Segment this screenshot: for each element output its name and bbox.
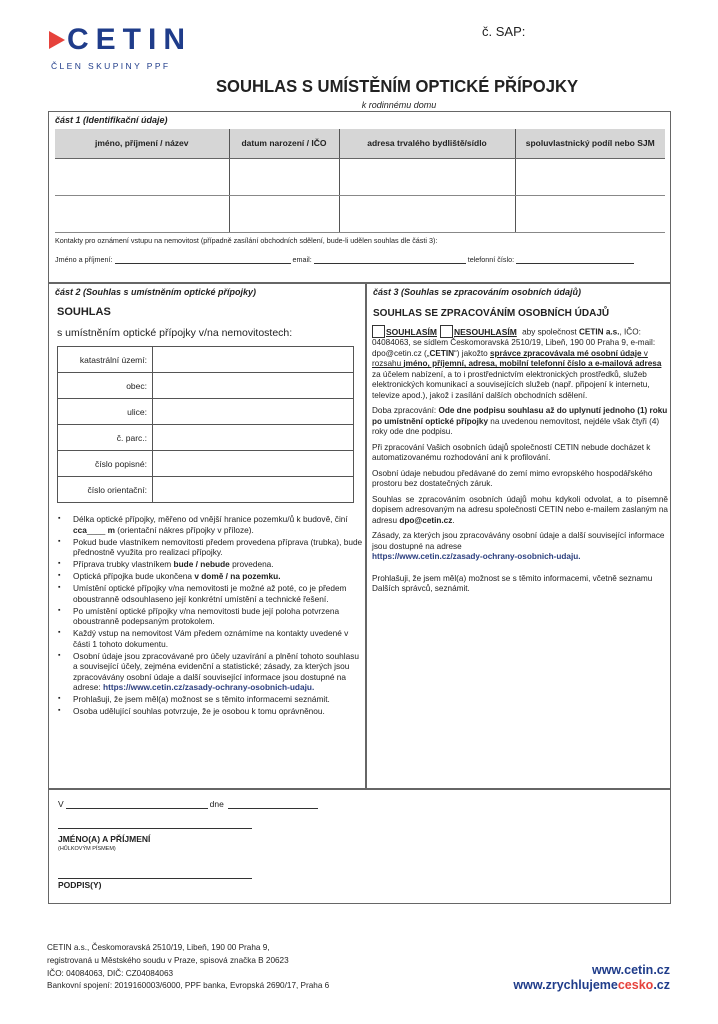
dpo-email-link[interactable]: dpo@cetin.cz (399, 515, 453, 525)
share-cell[interactable] (515, 158, 665, 195)
part3-heading: SOUHLAS SE ZPRACOVÁNÍM OSOBNÍCH ÚDAJŮ (373, 308, 610, 319)
part2-heading: SOUHLAS (57, 306, 111, 318)
paragraph-text: Doba zpracování: (372, 406, 439, 415)
list-item: ▪ Pokud bude vlastníkem nemovitosti předem provedena příprava (trubka), bude přednostně využita pro realizaci přípojky. (55, 537, 363, 558)
footer-websites (513, 963, 670, 993)
place-label: V (58, 799, 64, 809)
place-field[interactable] (66, 800, 208, 809)
signature-section (48, 789, 671, 904)
company-name: CETIN a.s. (578, 327, 620, 337)
disagree-checkbox[interactable] (440, 325, 453, 338)
table-row (58, 399, 354, 425)
list-item: ▪ Prohlašuji, že jsem měl(a) možnost se s těmito informacemi seznámit. (55, 694, 363, 705)
name-note: (HŮLKOVÝM PÍSMEM) (58, 846, 116, 852)
paragraph-text: Zásady, za kterých jsou zpracovávány osobní údaje a další související informace jsou dostupné na adrese (372, 531, 665, 551)
list-item (55, 571, 363, 582)
link-part: www.zrychlujeme (513, 978, 618, 992)
privacy-policy-link[interactable]: https://www.cetin.cz/zasady-ochrany-osobnich-udaju. (103, 682, 315, 692)
bullet-text: Osobní údaje jsou zpracovávané pro účely uzavírání a plnění tohoto souhlasu a související účely, zejména evidenční a statistické; zásady, za kterých jsou zpracovávány osobní údaje a další související informace jsou dostupné na adrese: (73, 650, 359, 692)
contacts-note: Kontakty pro oznámení vstupu na nemovitost (případně zasílání obchodních sdělení, bude-li udělen souhlas dle části 3): (55, 236, 438, 245)
bullet-text: Délka optické přípojky, měřeno od vnější hranice pozemku/ů k budově, činí (73, 514, 348, 524)
birthdate-cell[interactable] (229, 195, 339, 232)
footer-bank: Bankovní spojení: 2019160003/6000, PPF banka, Evropská 2690/17, Praha 6 (47, 981, 330, 991)
property-table (57, 346, 354, 503)
part3-body (372, 325, 668, 600)
paragraph-bold: CETIN (429, 348, 455, 358)
part1-identification-section (48, 111, 671, 283)
col-birthdate-header: datum narození / IČO (229, 129, 339, 158)
paragraph-text: . (452, 515, 455, 525)
cadastral-area-label: katastrální území: (58, 347, 153, 373)
parcel-number-field[interactable] (153, 425, 354, 451)
bullet-bold: cca (73, 524, 87, 535)
cetin-website-link[interactable]: www.cetin.cz (591, 963, 670, 977)
name-cell[interactable] (55, 195, 229, 232)
no-profiling-paragraph: Při zpracování Vašich osobních údajů společností CETIN nebude docházet k automatizovanému rozhodování ani k profilování. (372, 442, 651, 462)
bullet-bold: m (105, 524, 115, 535)
part2-consent-section (48, 283, 366, 789)
col-name-header: jméno, příjmení / název (55, 129, 229, 158)
privacy-policy-link[interactable]: https://www.cetin.cz/zasady-ochrany-osobnich-udaju. (372, 552, 581, 561)
birthdate-cell[interactable] (229, 158, 339, 195)
place-date-row (58, 799, 320, 809)
paragraph-text: aby společnost (519, 327, 579, 337)
parcel-number-label: č. parc.: (58, 425, 153, 451)
bullet-text: (orientační nákres přípojky v příloze). (115, 524, 254, 535)
bullet-text: provedena. (229, 559, 274, 569)
part2-label: část 2 (Souhlas s umístněním optické přípojky) (55, 287, 257, 297)
footer-registration: registrovaná u Městského soudu v Praze, spisová značka B 20623 (47, 955, 289, 965)
cadastral-area-field[interactable] (153, 347, 354, 373)
footer-ids: IČO: 04084063, DIČ: CZ04084063 (47, 968, 174, 978)
footer-address: CETIN a.s., Českomoravská 2510/19, Libeň, 190 00 Praha 9, (47, 943, 270, 952)
table-row (58, 477, 354, 503)
logo-subtitle: ČLEN SKUPINY PPF (51, 61, 171, 71)
document-title: SOUHLAS S UMÍSTĚNÍM OPTICKÉ PŘÍPOJKY (215, 76, 579, 96)
company-footer (47, 942, 329, 993)
pipe-preparation-option[interactable]: bude / nebude (173, 559, 230, 569)
table-row (55, 195, 665, 232)
col-share-header: spoluvlastnický podíl nebo SJM (515, 129, 665, 158)
consent-paragraph (372, 325, 668, 401)
paragraph-text: na uvedenou nemovitost, nejdéle však čtyři (4) roky ode dne podpisu. (372, 416, 660, 436)
paragraph-bold: Ode dne podpisu souhlasu až do uplynutí jednoho (1) roku po umístnění optické přípojky (372, 406, 668, 426)
address-cell[interactable] (339, 195, 515, 232)
contact-phone-label: telefonní číslo: (467, 255, 515, 264)
paragraph-text: za účelem nabízení, a to i prostřednictvím elektronických prostředků, služeb elektronických komunikací a souvisejících služeb (např. připojení k internetu, televize apod.), jakož i zasílání dalších obchodních sdělení. (372, 369, 650, 400)
declaration-paragraph: Prohlašuji, že jsem měl(a) možnost se s těmito informacemi, včetně seznamu Dalších správců, seznámit. (372, 573, 653, 593)
agree-label: SOUHLASÍM (386, 326, 437, 337)
contact-email-label: email: (292, 255, 312, 264)
table-row (58, 347, 354, 373)
table-header-row (55, 129, 665, 158)
paragraph-text: Souhlas se zpracováním osobních údajů mohu kdykoli odvolat, a to písemně dopisem adresovaným na adresu společnosti CETIN nebo e-mailem zaslaným na adresu (372, 494, 668, 525)
paragraph-text: “) jakožto (454, 348, 490, 358)
list-item (55, 514, 363, 535)
street-field[interactable] (153, 399, 354, 425)
list-item (55, 559, 363, 570)
link-part-accent: cesko (617, 978, 654, 992)
street-label: ulice: (58, 399, 153, 425)
orientation-number-field[interactable] (153, 477, 354, 503)
part3-data-processing-section (366, 283, 671, 789)
list-item: ▪ Po umístění optické přípojky v/na nemovitosti bude její poloha potvrzena oboustranně podepsaným protokolem. (55, 606, 363, 627)
paragraph-bold: správce zpracovávala mé osobní údaje (489, 348, 642, 358)
signature-label: PODPIS(Y) (58, 880, 102, 890)
agree-checkbox[interactable] (372, 325, 385, 338)
municipality-label: obec: (58, 373, 153, 399)
part1-label: část 1 (Identifikační údaje) (55, 115, 168, 125)
sap-number-label: č. SAP: (482, 24, 526, 39)
name-cell[interactable] (55, 158, 229, 195)
conditions-list (55, 514, 363, 718)
zrychlujemecesko-website-link[interactable] (513, 978, 670, 993)
table-row (58, 425, 354, 451)
name-signature-line[interactable] (58, 828, 252, 829)
logo-wordmark: CETIN (67, 23, 192, 56)
logo-triangle-icon (49, 31, 65, 49)
table-row (58, 451, 354, 477)
document-subtitle: k rodinnému domu (361, 100, 437, 110)
house-number-field[interactable] (153, 451, 354, 477)
table-row (58, 373, 354, 399)
house-number-label: číslo popisné: (58, 451, 153, 477)
part3-label: část 3 (Souhlas se zpracováním osobních údajů) (373, 287, 582, 297)
address-cell[interactable] (339, 158, 515, 195)
termination-option[interactable]: v domě / na pozemku. (194, 571, 281, 581)
contacts-row (55, 255, 636, 264)
orientation-number-label: číslo orientační: (58, 477, 153, 503)
contact-name-field[interactable] (115, 255, 291, 264)
paragraph-text: , IČO: 04084063, se sídlem Českomoravská 2510/19, Libeň, 190 00 Praha 9, e-mail: dpo@cetin.cz („ (372, 327, 656, 358)
link-part: .cz (653, 978, 670, 992)
list-item (55, 651, 363, 693)
no-transfer-paragraph: Osobní údaje nebudou předávané do zemí mimo evropského hospodářského prostoru bez dostatečných záruk. (372, 468, 653, 488)
list-item: ▪ Osoba udělující souhlas potvrzuje, že je osobou k tomu oprávněnou. (55, 706, 363, 717)
withdrawal-paragraph (372, 495, 668, 527)
bullet-text: Optická přípojka bude ukončena (73, 571, 195, 581)
share-cell[interactable] (515, 195, 665, 232)
bullet-text: Příprava trubky vlastníkem (73, 559, 174, 569)
list-item: ▪ Umístění optické přípojky v/na nemovitosti je možné až poté, co je předem oboustranně odsouhlaseno její konkrétní umístění a technické řešení. (55, 583, 363, 604)
contact-name-label: Jméno a příjmení: (55, 255, 113, 264)
col-address-header: adresa trvalého bydliště/sídlo (339, 129, 515, 158)
date-label: dne (209, 799, 224, 809)
identification-table (55, 129, 665, 233)
part2-subheading: s umístněním optické přípojky v/na nemovitostech: (57, 327, 293, 339)
contact-phone-field[interactable] (516, 255, 634, 264)
list-item: ▪ Každý vstup na nemovitost Vám předem oznámíme na kontakty uvedené v části 1 tohoto dokumentu. (55, 628, 363, 649)
paragraph-bold: jméno, příjemní, adresa, mobilní telefonní číslo a e-mailová adresa (403, 359, 662, 368)
signature-line[interactable] (58, 878, 252, 879)
table-row (55, 158, 665, 195)
paragraph-text: v rozsahu (372, 348, 648, 368)
name-label: JMÉNO(A) A PŘÍJMENÍ (58, 834, 151, 844)
date-field[interactable] (228, 800, 318, 809)
municipality-field[interactable] (153, 373, 354, 399)
cetin-logo (49, 25, 192, 71)
policy-paragraph (372, 531, 668, 563)
contact-email-field[interactable] (314, 255, 466, 264)
processing-period-paragraph (372, 406, 668, 438)
disagree-label: NESOUHLASÍM (454, 326, 517, 337)
length-blank-field[interactable]: ____ (86, 524, 106, 535)
